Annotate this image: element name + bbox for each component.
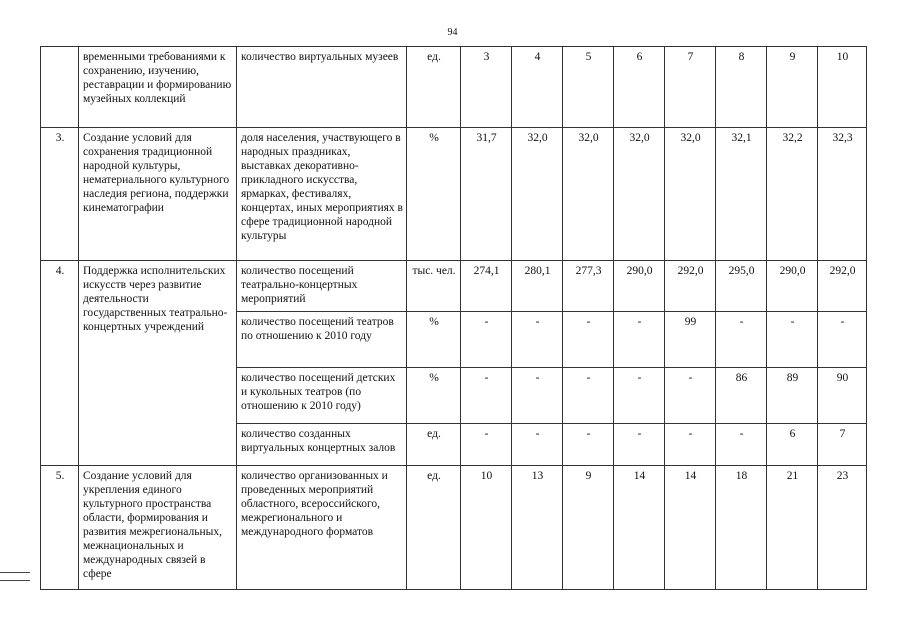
unit-cell: тыс. чел. [407,261,461,312]
value-cell: 6 [614,47,665,128]
value-cell: - [665,368,716,424]
row-index: 3. [41,128,79,261]
value-cell: 6 [767,424,818,466]
table-row [41,128,867,261]
value-cell: - [563,368,614,424]
task-cell: Создание условий для укрепления единого культурного пространства области, формирования и развития межрегиональных, межнациональных и международных связей в сфере [79,466,237,590]
indicator-cell: доля населения, участвующего в народных праздниках, выставках декоративно-прикладного искусства, ярмарках, фестивалях, концертах, иных мероприятиях в сфере традиционной народной культуры [237,128,407,261]
task-cell: временными требованиями к сохранению, изучению, реставрации и формированию музейных коллекций [79,47,237,128]
value-cell: - [461,424,512,466]
task-cell: Создание условий для сохранения традиционной народной культуры, нематериального культурного наследия региона, поддержки кинематографии [79,128,237,261]
table-row [41,261,867,312]
indicators-table [40,46,867,590]
value-cell: - [614,368,665,424]
row-index [41,47,79,128]
value-cell: 10 [818,47,867,128]
value-cell: 9 [767,47,818,128]
value-cell: 274,1 [461,261,512,312]
value-cell: - [512,424,563,466]
value-cell: 14 [665,466,716,590]
value-cell: 31,7 [461,128,512,261]
value-cell: 280,1 [512,261,563,312]
row-index: 4. [41,261,79,466]
value-cell: 9 [563,466,614,590]
value-cell: - [461,368,512,424]
value-cell: 290,0 [614,261,665,312]
indicator-cell: количество посещений театров по отношению к 2010 году [237,312,407,368]
unit-cell: ед. [407,466,461,590]
value-cell: 86 [716,368,767,424]
table-row [41,466,867,590]
value-cell: 32,0 [563,128,614,261]
value-cell: 99 [665,312,716,368]
value-cell: 90 [818,368,867,424]
value-cell: 292,0 [818,261,867,312]
row-index: 5. [41,466,79,590]
indicator-cell: количество посещений театрально-концертных мероприятий [237,261,407,312]
unit-cell: % [407,312,461,368]
value-cell: - [716,312,767,368]
value-cell: 277,3 [563,261,614,312]
value-cell: - [512,312,563,368]
margin-mark [0,572,30,573]
unit-cell: ед. [407,424,461,466]
value-cell: 290,0 [767,261,818,312]
value-cell: - [665,424,716,466]
value-cell: 89 [767,368,818,424]
value-cell: 8 [716,47,767,128]
unit-cell: ед. [407,47,461,128]
unit-cell: % [407,128,461,261]
value-cell: - [614,424,665,466]
value-cell: - [563,312,614,368]
indicator-cell: количество виртуальных музеев [237,47,407,128]
value-cell: 32,2 [767,128,818,261]
value-cell: - [461,312,512,368]
value-cell: - [716,424,767,466]
indicator-cell: количество созданных виртуальных концертных залов [237,424,407,466]
value-cell: 23 [818,466,867,590]
value-cell: 295,0 [716,261,767,312]
unit-cell: % [407,368,461,424]
value-cell: - [512,368,563,424]
value-cell: 13 [512,466,563,590]
value-cell: - [563,424,614,466]
value-cell: 5 [563,47,614,128]
value-cell: 32,1 [716,128,767,261]
value-cell: 32,3 [818,128,867,261]
indicator-cell: количество организованных и проведенных мероприятий областного, всероссийского, межрегионального и международного форматов [237,466,407,590]
value-cell: - [767,312,818,368]
value-cell: 21 [767,466,818,590]
value-cell: 292,0 [665,261,716,312]
value-cell: 10 [461,466,512,590]
value-cell: - [614,312,665,368]
value-cell: 3 [461,47,512,128]
value-cell: 32,0 [512,128,563,261]
value-cell: 7 [665,47,716,128]
value-cell: 32,0 [665,128,716,261]
table-row [41,47,867,128]
value-cell: - [818,312,867,368]
value-cell: 7 [818,424,867,466]
value-cell: 4 [512,47,563,128]
value-cell: 32,0 [614,128,665,261]
task-cell: Поддержка исполнительских искусств через развитие деятельности государственных театрально-концертных учреждений [79,261,237,466]
indicator-cell: количество посещений детских и кукольных театров (по отношению к 2010 году) [237,368,407,424]
value-cell: 18 [716,466,767,590]
page-number: 94 [447,27,458,38]
margin-mark [0,580,30,581]
value-cell: 14 [614,466,665,590]
